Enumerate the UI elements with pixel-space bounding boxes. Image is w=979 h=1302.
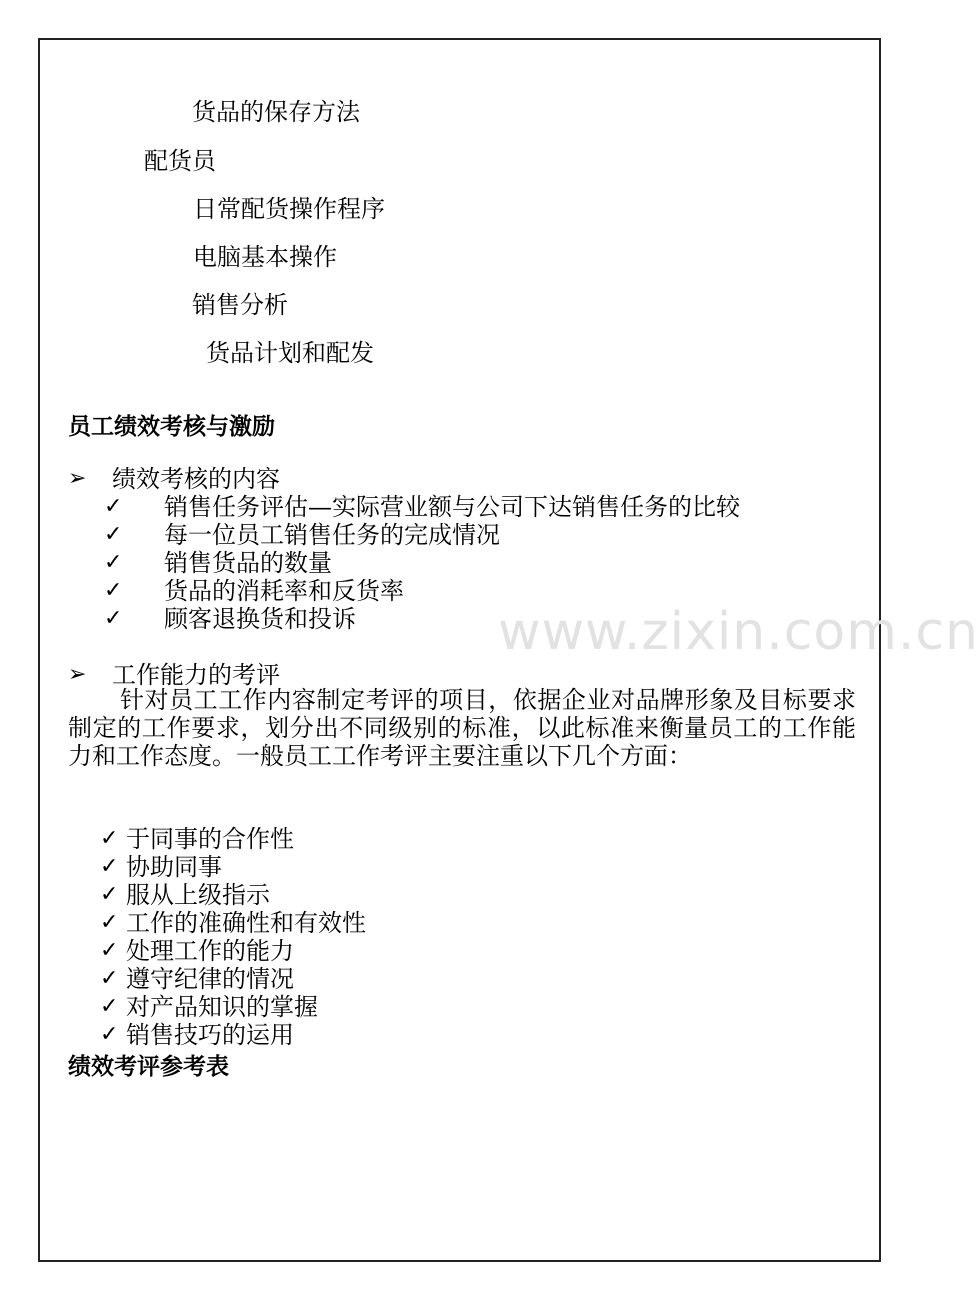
check-icon: ✓ (104, 494, 123, 519)
work-ability-heading: 工作能力的考评 (112, 661, 280, 689)
table-title: 绩效考评参考表 (68, 1054, 229, 1080)
item-goods-planning: 货品计划和配发 (206, 339, 374, 367)
check-icon: ✓ (100, 994, 119, 1019)
list-item: 对产品知识的掌握 (126, 993, 318, 1021)
performance-content-heading: 绩效考核的内容 (112, 465, 280, 493)
item-storage-method: 货品的保存方法 (192, 98, 360, 126)
check-icon: ✓ (104, 522, 123, 547)
list-item: 协助同事 (126, 853, 222, 881)
work-ability-paragraph: 针对员工工作内容制定考评的项目，依据企业对品牌形象及目标要求制定的工作要求，划分出不同级别的标准，以此标准来衡量员工的工作能力和工作态度。一般员工工作考评主要注重以下几个方面： (68, 686, 856, 770)
watermark: www.zixin.com.cn (498, 602, 979, 662)
check-icon: ✓ (100, 938, 119, 963)
check-icon: ✓ (104, 550, 123, 575)
check-icon: ✓ (100, 854, 119, 879)
arrow-bullet-icon: ➢ (68, 466, 87, 491)
list-item: 销售任务评估—实际营业额与公司下达销售任务的比较 (164, 493, 740, 521)
list-item: 销售货品的数量 (164, 549, 332, 577)
arrow-bullet-icon: ➢ (68, 662, 87, 687)
check-icon: ✓ (104, 606, 123, 631)
check-icon: ✓ (100, 1022, 119, 1047)
list-item: 工作的准确性和有效性 (126, 909, 366, 937)
list-item: 服从上级指示 (126, 881, 270, 909)
list-item: 于同事的合作性 (126, 825, 294, 853)
check-icon: ✓ (104, 578, 123, 603)
list-item: 货品的消耗率和反货率 (164, 577, 404, 605)
check-icon: ✓ (100, 910, 119, 935)
item-daily-distribution: 日常配货操作程序 (193, 195, 385, 223)
list-item: 销售技巧的运用 (126, 1021, 294, 1049)
check-icon: ✓ (100, 966, 119, 991)
list-item: 遵守纪律的情况 (126, 965, 294, 993)
item-sales-analysis: 销售分析 (192, 291, 288, 319)
list-item: 顾客退换货和投诉 (164, 605, 356, 633)
check-icon: ✓ (100, 882, 119, 907)
section-title: 员工绩效考核与激励 (68, 414, 275, 440)
check-icon: ✓ (100, 826, 119, 851)
list-item: 处理工作的能力 (126, 937, 294, 965)
item-distributor: 配货员 (144, 147, 216, 175)
list-item: 每一位员工销售任务的完成情况 (164, 521, 500, 549)
item-computer-basics: 电脑基本操作 (193, 243, 337, 271)
